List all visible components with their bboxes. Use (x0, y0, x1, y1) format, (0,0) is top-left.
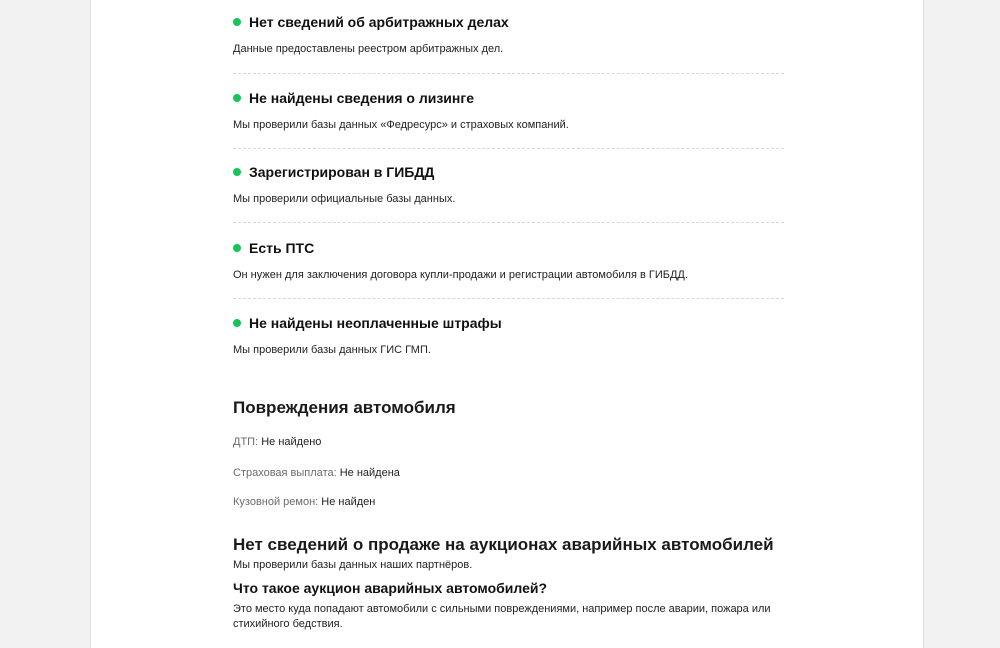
divider (233, 222, 784, 223)
divider (233, 298, 784, 299)
field-value: Не найден (321, 496, 376, 508)
auction-description: Мы проверили базы данных наших партнёров. (233, 559, 473, 571)
damage-bodywork-row (233, 496, 375, 508)
status-ok-icon (233, 168, 241, 176)
auction-question-title: Что такое аукцион аварийных автомобилей? (233, 580, 548, 596)
check-title: Нет сведений об арбитражных делах (249, 14, 509, 30)
check-fines (233, 315, 502, 356)
divider (233, 73, 784, 74)
auction-section-title: Нет сведений о продаже на аукционах аварийных автомобилей (233, 535, 774, 554)
check-description: Мы проверили базы данных ГИС ГМП. (233, 344, 431, 356)
check-title: Зарегистрирован в ГИБДД (249, 164, 435, 180)
check-pts (233, 240, 688, 281)
field-value: Не найдено (261, 436, 322, 448)
report-page (90, 0, 924, 648)
check-registration (233, 164, 455, 205)
field-value: Не найдена (339, 467, 400, 479)
damage-insurance-row (233, 467, 400, 479)
damage-accident-row (233, 436, 321, 448)
check-arbitration (233, 14, 509, 55)
check-leasing (233, 90, 569, 131)
status-ok-icon (233, 244, 241, 252)
check-description: Данные предоставлены реестром арбитражных дел. (233, 43, 504, 55)
divider (233, 148, 784, 149)
check-description: Мы проверили базы данных «Федресурс» и страховых компаний. (233, 119, 569, 131)
check-title: Есть ПТС (249, 240, 315, 256)
check-description: Мы проверили официальные базы данных. (233, 193, 456, 205)
status-ok-icon (233, 319, 241, 327)
field-label: Страховая выплата: (233, 467, 337, 479)
status-ok-icon (233, 94, 241, 102)
auction-answer: Это место куда попадают автомобили с сильными повреждениями, например после аварии, пожара или стихийного бедствия. (233, 603, 771, 630)
check-description: Он нужен для заключения договора купли-продажи и регистрации автомобиля в ГИБДД. (233, 269, 688, 281)
damage-section-title: Повреждения автомобиля (233, 398, 456, 417)
check-title: Не найдены сведения о лизинге (249, 90, 474, 106)
check-title: Не найдены неоплаченные штрафы (249, 315, 502, 331)
field-label: ДТП: (233, 436, 259, 448)
field-label: Кузовной ремон: (233, 496, 319, 508)
status-ok-icon (233, 18, 241, 26)
